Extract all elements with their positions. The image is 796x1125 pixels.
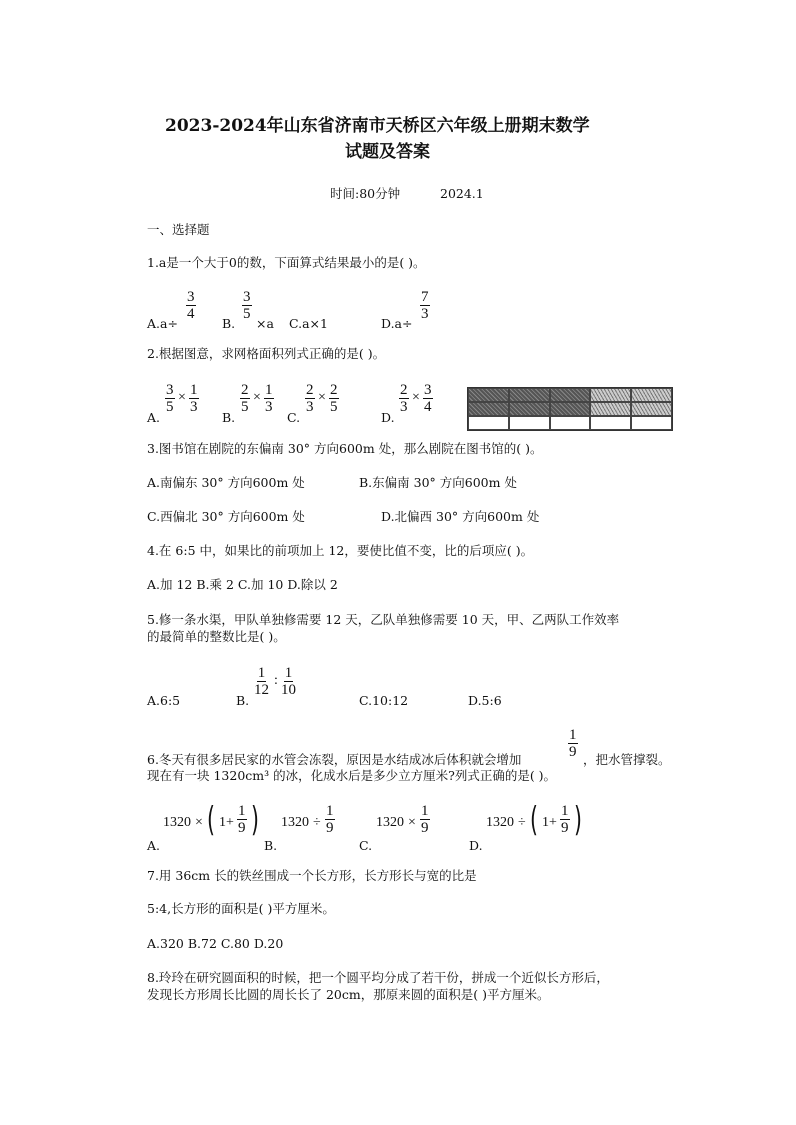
- q5-option-d: D.5:6: [468, 693, 502, 708]
- question-5-line2: 的最简单的整数比是( )。: [147, 629, 286, 644]
- q7-options: A.320 B.72 C.80 D.20: [147, 936, 284, 951]
- grid-cell-hatched: [631, 388, 672, 402]
- numerator: 1: [421, 803, 429, 819]
- denominator: 3: [400, 399, 408, 415]
- question-7-line2: 5:4,长方形的面积是( )平方厘米。: [147, 901, 335, 916]
- number: 1320: [281, 815, 309, 830]
- q4-options: A.加 12 B.乘 2 C.加 10 D.除以 2: [147, 577, 338, 592]
- numerator: 3: [243, 289, 251, 305]
- fraction: [399, 382, 409, 415]
- times-sign: ×: [178, 390, 186, 405]
- numerator: 7: [421, 289, 429, 305]
- exam-time: 时间:80分钟: [330, 186, 401, 201]
- question-5-line1: 5.修一条水渠，甲队单独修需要 12 天，乙队单独修需要 10 天，甲、乙两队工作效率: [147, 612, 620, 627]
- numerator: 1: [326, 803, 334, 819]
- denominator: 9: [238, 820, 246, 836]
- denominator: 5: [330, 399, 338, 415]
- q5-option-a: A.6:5: [147, 693, 181, 708]
- fraction: [240, 382, 250, 415]
- times-sign: ×: [195, 815, 203, 830]
- numerator: 3: [187, 289, 195, 305]
- q2-option-a: A.: [147, 410, 161, 425]
- area-grid-figure: [467, 387, 673, 431]
- number: 1320: [163, 815, 191, 830]
- denominator: 5: [243, 306, 251, 322]
- times-sign: ×: [253, 390, 261, 405]
- denominator: 9: [561, 820, 569, 836]
- denominator: 5: [241, 399, 249, 415]
- q3-option-d: D.北偏西 30° 方向600m 处: [381, 509, 540, 524]
- times-sign: ×: [408, 815, 416, 830]
- grid-cell-shaded: [509, 388, 550, 402]
- times-sign: ×: [318, 390, 326, 405]
- numerator: 1: [569, 727, 577, 743]
- left-paren: (: [207, 800, 215, 840]
- one-plus: 1+: [219, 815, 234, 830]
- grid-cell-empty: [468, 416, 509, 430]
- q6-option-a: A.: [147, 838, 161, 853]
- grid-cell-shaded: [550, 402, 591, 416]
- question-1: 1.a是一个大于0的数，下面算式结果最小的是( )。: [147, 255, 426, 270]
- numerator: 1: [257, 665, 266, 681]
- question-8-line2: 发现长方形周长比圆的周长长了 20cm，那原来圆的面积是( )平方厘米。: [147, 987, 550, 1002]
- denominator: 9: [421, 820, 429, 836]
- denominator: 4: [187, 306, 195, 322]
- numerator: 2: [241, 382, 249, 398]
- grid-cell-empty: [509, 416, 550, 430]
- divide-sign: ÷: [518, 815, 526, 830]
- q1-option-b-tail: ×a: [256, 316, 274, 331]
- fraction: [420, 289, 430, 322]
- question-8-line1: 8.玲玲在研究圆面积的时候，把一个圆平均分成了若干份，拼成一个近似长方形后，: [147, 970, 609, 985]
- title-line2: 试题及答案: [345, 142, 430, 162]
- q5-option-b: B.: [236, 693, 250, 708]
- denominator: 10: [281, 682, 296, 698]
- ratio-colon: :: [274, 673, 278, 688]
- fraction: [329, 382, 339, 415]
- numerator: 1: [284, 665, 293, 681]
- fraction: [264, 382, 274, 415]
- q5-option-c: C.10:12: [359, 693, 409, 708]
- denominator: 3: [265, 399, 273, 415]
- grid-cell-empty: [590, 416, 631, 430]
- denominator: 12: [254, 682, 269, 698]
- numerator: 3: [424, 382, 432, 398]
- grid-cell-hatched: [590, 388, 631, 402]
- q1-option-b: B.: [222, 316, 236, 331]
- grid-cell-empty: [550, 416, 591, 430]
- q1-option-d: D.a÷: [381, 316, 413, 331]
- fraction: [305, 382, 315, 415]
- grid-cell-shaded: [468, 402, 509, 416]
- grid-cell-shaded: [509, 402, 550, 416]
- right-paren: ): [574, 800, 582, 840]
- denominator: 5: [166, 399, 174, 415]
- question-6-line1-tail: ，把水管撑裂。: [583, 752, 671, 767]
- q3-option-a: A.南偏东 30° 方向600m 处: [147, 475, 305, 490]
- denominator: 9: [569, 744, 577, 760]
- fraction: [242, 289, 252, 322]
- q3-option-c: C.西偏北 30° 方向600m 处: [147, 509, 305, 524]
- numerator: 2: [306, 382, 314, 398]
- q3-option-b: B.东偏南 30° 方向600m 处: [359, 475, 517, 490]
- number: 1320: [376, 815, 404, 830]
- denominator: 4: [424, 399, 432, 415]
- q1-option-a: A.a÷: [147, 316, 178, 331]
- question-7-line1: 7.用 36cm 长的铁丝围成一个长方形，长方形长与宽的比是: [147, 868, 477, 883]
- numerator: 2: [400, 382, 408, 398]
- q6-option-d: D.: [469, 838, 483, 853]
- q2-option-b: B.: [222, 410, 236, 425]
- fraction: [420, 803, 430, 836]
- q1-option-c: C.a×1: [289, 316, 328, 331]
- one-plus: 1+: [542, 815, 557, 830]
- fraction: [186, 289, 196, 322]
- denominator: 3: [306, 399, 314, 415]
- fraction: [281, 665, 296, 698]
- grid-cell-empty: [631, 416, 672, 430]
- numerator: 2: [330, 382, 338, 398]
- fraction: [237, 803, 247, 836]
- exam-date: 2024.1: [440, 186, 484, 201]
- q2-option-d: D.: [381, 410, 395, 425]
- grid-cell-shaded: [468, 388, 509, 402]
- fraction: [423, 382, 433, 415]
- denominator: 3: [421, 306, 429, 322]
- numerator: 1: [265, 382, 273, 398]
- denominator: 9: [326, 820, 334, 836]
- denominator: 3: [190, 399, 198, 415]
- divide-sign: ÷: [313, 815, 321, 830]
- grid-cell-hatched: [590, 402, 631, 416]
- fraction: [189, 382, 199, 415]
- numerator: 1: [238, 803, 246, 819]
- title-line1: 2023-2024年山东省济南市天桥区六年级上册期末数学: [165, 116, 590, 136]
- question-4: 4.在 6:5 中，如果比的前项加上 12，要使比值不变，比的后项应( )。: [147, 543, 534, 558]
- fraction: [254, 665, 269, 698]
- fraction: [165, 382, 175, 415]
- left-paren: (: [530, 800, 538, 840]
- numerator: 1: [561, 803, 569, 819]
- q2-option-c: C.: [287, 410, 301, 425]
- question-6-line2: 现在有一块 1320cm³ 的冰，化成水后是多少立方厘米?列式正确的是( )。: [147, 768, 557, 783]
- number: 1320: [486, 815, 514, 830]
- question-6-line1: 6.冬天有很多居民家的水管会冻裂，原因是水结成冰后体积就会增加: [147, 752, 522, 767]
- numerator: 3: [166, 382, 174, 398]
- question-2: 2.根据图意，求网格面积列式正确的是( )。: [147, 346, 386, 361]
- grid-cell-hatched: [631, 402, 672, 416]
- fraction: [325, 803, 335, 836]
- right-paren: ): [251, 800, 259, 840]
- q6-option-b: B.: [264, 838, 278, 853]
- question-3: 3.图书馆在剧院的东偏南 30° 方向600m 处，那么剧院在图书馆的( )。: [147, 441, 543, 456]
- grid-cell-shaded: [550, 388, 591, 402]
- fraction: [568, 727, 578, 760]
- q6-option-c: C.: [359, 838, 373, 853]
- section-heading: 一、选择题: [147, 222, 210, 237]
- fraction: [560, 803, 570, 836]
- numerator: 1: [190, 382, 198, 398]
- times-sign: ×: [412, 390, 420, 405]
